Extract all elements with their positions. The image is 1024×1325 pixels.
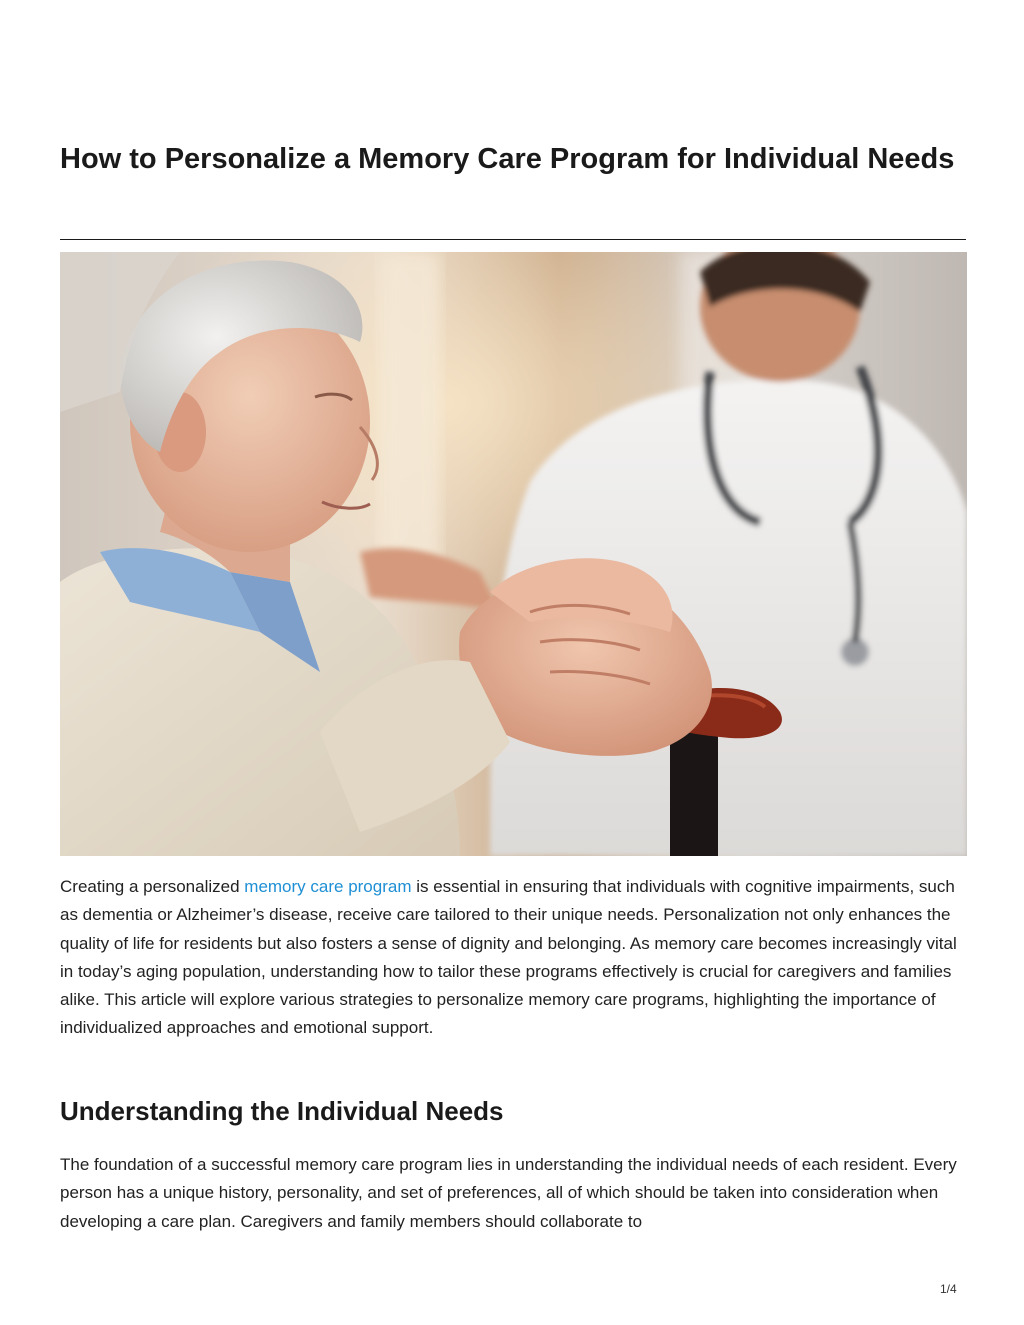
page-number: 1/4	[940, 1282, 957, 1296]
intro-text-before-link: Creating a personalized	[60, 877, 245, 896]
article-title: How to Personalize a Memory Care Program for Individual Needs	[60, 143, 955, 175]
document-page	[60, 0, 966, 1325]
section-heading: Understanding the Individual Needs	[60, 1096, 504, 1126]
intro-paragraph	[60, 873, 966, 1043]
memory-care-program-link[interactable]: memory care program	[244, 877, 412, 896]
section-paragraph: The foundation of a successful memory care program lies in understanding the individual needs of each resident. Every person has a unique history, personality, and set of preferences, all of which should be taken into consideration when developing a care plan. Caregivers and family members should collaborate to	[60, 1155, 957, 1231]
intro-text-after-link: is essential in ensuring that individuals with cognitive impairments, such as dementia or Alzheimer’s disease, receive care tailored to their unique needs. Personalization not only enhances the quality of life for residents but also fosters a sense of dignity and belonging. As memory care becomes increasingly vital in today’s aging population, understanding how to tailor these programs effectively is crucial for caregivers and families alike. This article will explore various strategies to personalize memory care programs, highlighting the importance of individualized approaches and emotional support.	[60, 877, 957, 1038]
title-divider	[60, 239, 966, 240]
hero-image	[60, 252, 967, 856]
